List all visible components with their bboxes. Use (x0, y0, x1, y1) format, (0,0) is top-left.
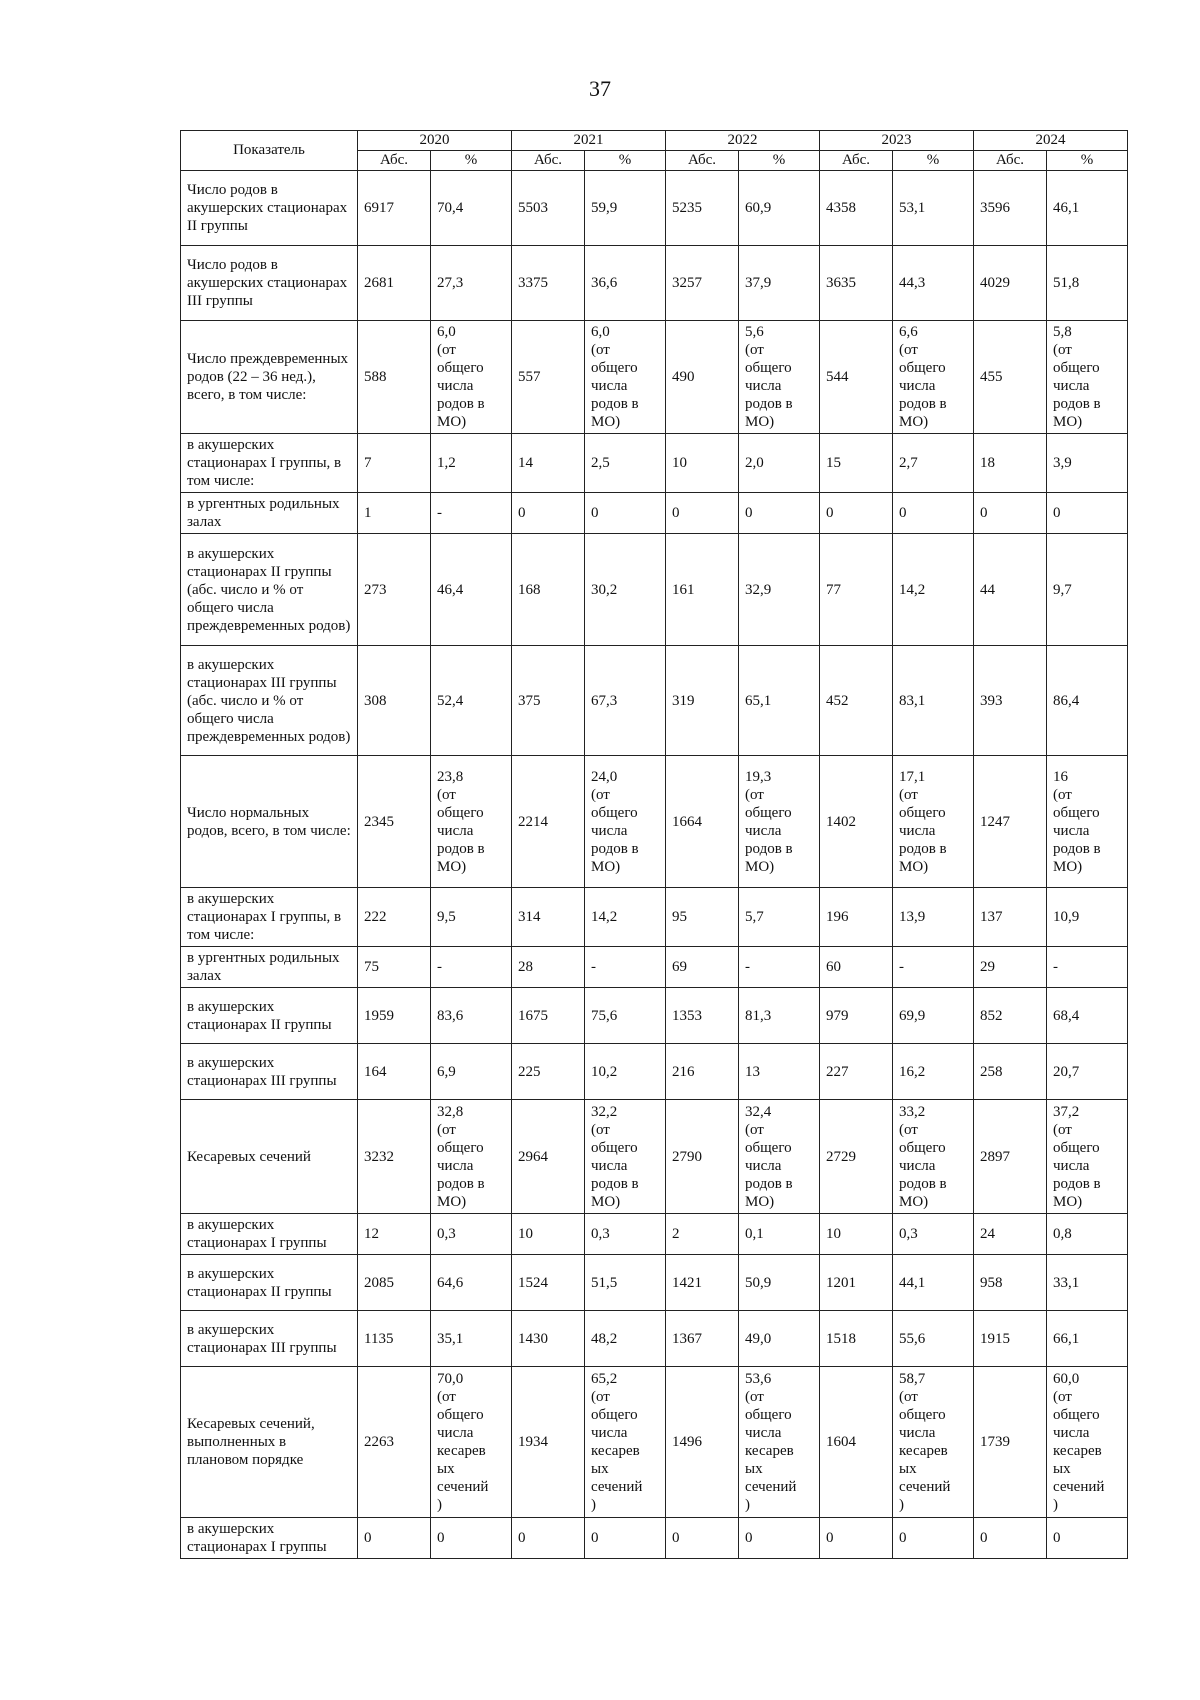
header-row-years (181, 131, 1128, 151)
cell-abs: 1664 (666, 756, 739, 888)
cell-pct: 33,2 (от общего числа родов в МО) (893, 1100, 974, 1214)
cell-abs: 1915 (974, 1311, 1047, 1367)
cell-abs: 544 (820, 321, 893, 434)
cell-abs: 1604 (820, 1367, 893, 1518)
header-year: 2022 (666, 131, 820, 151)
cell-abs: 137 (974, 888, 1047, 947)
cell-pct: 83,6 (431, 988, 512, 1044)
cell-pct: 68,4 (1047, 988, 1128, 1044)
cell-pct: 46,1 (1047, 171, 1128, 246)
table-row (181, 534, 1128, 646)
cell-pct: 66,1 (1047, 1311, 1128, 1367)
cell-pct: 24,0 (от общего числа родов в МО) (585, 756, 666, 888)
cell-pct: 44,1 (893, 1255, 974, 1311)
cell-abs: 0 (666, 493, 739, 534)
cell-pct: 0 (585, 493, 666, 534)
cell-abs: 557 (512, 321, 585, 434)
cell-pct: - (893, 947, 974, 988)
cell-pct: 5,6 (от общего числа родов в МО) (739, 321, 820, 434)
page-number: 37 (589, 76, 611, 101)
row-label: в акушерских стационарах I группы (181, 1518, 358, 1559)
cell-abs: 75 (358, 947, 431, 988)
cell-abs: 0 (512, 1518, 585, 1559)
cell-pct: 59,9 (585, 171, 666, 246)
cell-abs: 2085 (358, 1255, 431, 1311)
table-row (181, 1518, 1128, 1559)
row-label: Число нормальных родов, всего, в том числе: (181, 756, 358, 888)
header-year: 2024 (974, 131, 1128, 151)
cell-abs: 1 (358, 493, 431, 534)
cell-pct: 6,6 (от общего числа родов в МО) (893, 321, 974, 434)
cell-abs: 60 (820, 947, 893, 988)
table-row (181, 888, 1128, 947)
cell-pct: 48,2 (585, 1311, 666, 1367)
statistics-table (180, 130, 1128, 1559)
row-label: в акушерских стационарах III группы (181, 1044, 358, 1100)
table-row (181, 646, 1128, 756)
cell-pct: 2,0 (739, 434, 820, 493)
cell-pct: 32,4 (от общего числа родов в МО) (739, 1100, 820, 1214)
row-label: в ургентных родильных залах (181, 947, 358, 988)
cell-abs: 452 (820, 646, 893, 756)
row-label: в акушерских стационарах III группы (абс. число и % от общего числа преждевременных родов) (181, 646, 358, 756)
cell-abs: 1675 (512, 988, 585, 1044)
cell-abs: 196 (820, 888, 893, 947)
cell-abs: 273 (358, 534, 431, 646)
row-label: в акушерских стационарах II группы (181, 988, 358, 1044)
cell-abs: 1430 (512, 1311, 585, 1367)
cell-abs: 1402 (820, 756, 893, 888)
header-abs: Абс. (974, 151, 1047, 171)
cell-pct: 86,4 (1047, 646, 1128, 756)
cell-pct: 14,2 (585, 888, 666, 947)
cell-pct: 75,6 (585, 988, 666, 1044)
cell-abs: 1524 (512, 1255, 585, 1311)
cell-abs: 69 (666, 947, 739, 988)
cell-abs: 1934 (512, 1367, 585, 1518)
cell-pct: - (431, 493, 512, 534)
row-label: в ургентных родильных залах (181, 493, 358, 534)
cell-abs: 12 (358, 1214, 431, 1255)
cell-pct: 0 (1047, 493, 1128, 534)
cell-pct: 0,3 (585, 1214, 666, 1255)
cell-pct: 83,1 (893, 646, 974, 756)
cell-pct: 49,0 (739, 1311, 820, 1367)
cell-pct: 16 (от общего числа родов в МО) (1047, 756, 1128, 888)
table-row (181, 171, 1128, 246)
cell-abs: 14 (512, 434, 585, 493)
cell-pct: 16,2 (893, 1044, 974, 1100)
table-row (181, 321, 1128, 434)
cell-abs: 455 (974, 321, 1047, 434)
cell-abs: 161 (666, 534, 739, 646)
cell-abs: 490 (666, 321, 739, 434)
cell-pct: 0 (893, 1518, 974, 1559)
cell-abs: 10 (666, 434, 739, 493)
cell-pct: 37,2 (от общего числа родов в МО) (1047, 1100, 1128, 1214)
cell-pct: 32,8 (от общего числа родов в МО) (431, 1100, 512, 1214)
cell-pct: 70,0 (от общего числа кесарев ых сечений ) (431, 1367, 512, 1518)
cell-pct: 60,0 (от общего числа кесарев ых сечений ) (1047, 1367, 1128, 1518)
cell-pct: 0 (431, 1518, 512, 1559)
cell-pct: 53,1 (893, 171, 974, 246)
cell-pct: 17,1 (от общего числа родов в МО) (893, 756, 974, 888)
table-body (181, 171, 1128, 1559)
table-row (181, 1044, 1128, 1100)
cell-pct: 13,9 (893, 888, 974, 947)
cell-abs: 5503 (512, 171, 585, 246)
cell-pct: 55,6 (893, 1311, 974, 1367)
cell-abs: 5235 (666, 171, 739, 246)
cell-pct: 6,0 (от общего числа родов в МО) (585, 321, 666, 434)
header-abs: Абс. (666, 151, 739, 171)
cell-pct: 0 (893, 493, 974, 534)
cell-pct: 69,9 (893, 988, 974, 1044)
cell-pct: 1,2 (431, 434, 512, 493)
cell-pct: 60,9 (739, 171, 820, 246)
cell-pct: 0 (1047, 1518, 1128, 1559)
cell-abs: 2263 (358, 1367, 431, 1518)
cell-abs: 375 (512, 646, 585, 756)
cell-pct: 6,9 (431, 1044, 512, 1100)
cell-abs: 3257 (666, 246, 739, 321)
header-abs: Абс. (358, 151, 431, 171)
cell-pct: 0,3 (431, 1214, 512, 1255)
cell-pct: 2,7 (893, 434, 974, 493)
header-year: 2023 (820, 131, 974, 151)
cell-pct: 23,8 (от общего числа родов в МО) (431, 756, 512, 888)
cell-abs: 28 (512, 947, 585, 988)
cell-pct: 33,1 (1047, 1255, 1128, 1311)
cell-pct: 5,8 (от общего числа родов в МО) (1047, 321, 1128, 434)
cell-abs: 216 (666, 1044, 739, 1100)
cell-abs: 0 (820, 493, 893, 534)
cell-abs: 0 (512, 493, 585, 534)
cell-pct: 36,6 (585, 246, 666, 321)
cell-pct: 19,3 (от общего числа родов в МО) (739, 756, 820, 888)
cell-abs: 314 (512, 888, 585, 947)
row-label: Число родов в акушерских стационарах II группы (181, 171, 358, 246)
cell-pct: 5,7 (739, 888, 820, 947)
cell-abs: 225 (512, 1044, 585, 1100)
cell-abs: 319 (666, 646, 739, 756)
cell-abs: 258 (974, 1044, 1047, 1100)
cell-abs: 24 (974, 1214, 1047, 1255)
cell-abs: 222 (358, 888, 431, 947)
cell-pct: 6,0 (от общего числа родов в МО) (431, 321, 512, 434)
cell-abs: 2 (666, 1214, 739, 1255)
header-abs: Абс. (512, 151, 585, 171)
cell-abs: 1421 (666, 1255, 739, 1311)
row-label: в акушерских стационарах II группы (абс. число и % от общего числа преждевременных родов) (181, 534, 358, 646)
cell-abs: 95 (666, 888, 739, 947)
cell-abs: 0 (666, 1518, 739, 1559)
header-pct: % (739, 151, 820, 171)
cell-pct: 44,3 (893, 246, 974, 321)
cell-pct: 0,8 (1047, 1214, 1128, 1255)
cell-abs: 227 (820, 1044, 893, 1100)
cell-pct: 0 (585, 1518, 666, 1559)
table-row (181, 434, 1128, 493)
cell-abs: 393 (974, 646, 1047, 756)
cell-pct: 53,6 (от общего числа кесарев ых сечений ) (739, 1367, 820, 1518)
cell-pct: 20,7 (1047, 1044, 1128, 1100)
cell-abs: 958 (974, 1255, 1047, 1311)
cell-abs: 2790 (666, 1100, 739, 1214)
cell-abs: 2345 (358, 756, 431, 888)
row-label: в акушерских стационарах I группы, в том числе: (181, 434, 358, 493)
cell-abs: 2897 (974, 1100, 1047, 1214)
cell-pct: 35,1 (431, 1311, 512, 1367)
cell-pct: 46,4 (431, 534, 512, 646)
cell-abs: 77 (820, 534, 893, 646)
table-row (181, 1255, 1128, 1311)
cell-abs: 2214 (512, 756, 585, 888)
cell-pct: 50,9 (739, 1255, 820, 1311)
cell-abs: 0 (974, 1518, 1047, 1559)
cell-abs: 1353 (666, 988, 739, 1044)
cell-abs: 4358 (820, 171, 893, 246)
cell-pct: 51,8 (1047, 246, 1128, 321)
header-year: 2020 (358, 131, 512, 151)
cell-abs: 164 (358, 1044, 431, 1100)
cell-abs: 1367 (666, 1311, 739, 1367)
table-row (181, 1214, 1128, 1255)
cell-pct: 32,2 (от общего числа родов в МО) (585, 1100, 666, 1214)
cell-pct: 2,5 (585, 434, 666, 493)
row-label: в акушерских стационарах I группы (181, 1214, 358, 1255)
cell-abs: 588 (358, 321, 431, 434)
cell-abs: 1959 (358, 988, 431, 1044)
cell-abs: 0 (974, 493, 1047, 534)
cell-pct: 32,9 (739, 534, 820, 646)
header-pct: % (585, 151, 666, 171)
cell-abs: 1518 (820, 1311, 893, 1367)
header-abs: Абс. (820, 151, 893, 171)
cell-pct: 30,2 (585, 534, 666, 646)
row-label: Кесаревых сечений, выполненных в плановом порядке (181, 1367, 358, 1518)
cell-pct: 0,3 (893, 1214, 974, 1255)
cell-abs: 3232 (358, 1100, 431, 1214)
cell-abs: 4029 (974, 246, 1047, 321)
cell-pct: 9,5 (431, 888, 512, 947)
header-pct: % (431, 151, 512, 171)
cell-abs: 29 (974, 947, 1047, 988)
table-row (181, 1311, 1128, 1367)
table-row (181, 1100, 1128, 1214)
cell-abs: 44 (974, 534, 1047, 646)
cell-abs: 15 (820, 434, 893, 493)
table-row (181, 947, 1128, 988)
cell-abs: 10 (820, 1214, 893, 1255)
cell-pct: 67,3 (585, 646, 666, 756)
cell-pct: 37,9 (739, 246, 820, 321)
cell-pct: 10,2 (585, 1044, 666, 1100)
cell-abs: 3635 (820, 246, 893, 321)
cell-abs: 18 (974, 434, 1047, 493)
table-row (181, 1367, 1128, 1518)
cell-abs: 2729 (820, 1100, 893, 1214)
cell-abs: 0 (358, 1518, 431, 1559)
cell-pct: - (585, 947, 666, 988)
row-label: Число родов в акушерских стационарах III группы (181, 246, 358, 321)
cell-abs: 1247 (974, 756, 1047, 888)
cell-pct: 65,2 (от общего числа кесарев ых сечений ) (585, 1367, 666, 1518)
cell-abs: 2964 (512, 1100, 585, 1214)
cell-pct: 58,7 (от общего числа кесарев ых сечений ) (893, 1367, 974, 1518)
cell-pct: 52,4 (431, 646, 512, 756)
cell-pct: 51,5 (585, 1255, 666, 1311)
cell-abs: 2681 (358, 246, 431, 321)
cell-pct: 70,4 (431, 171, 512, 246)
cell-abs: 852 (974, 988, 1047, 1044)
header-year: 2021 (512, 131, 666, 151)
row-label: в акушерских стационарах III группы (181, 1311, 358, 1367)
cell-abs: 979 (820, 988, 893, 1044)
cell-pct: - (739, 947, 820, 988)
cell-pct: 27,3 (431, 246, 512, 321)
cell-pct: 81,3 (739, 988, 820, 1044)
cell-pct: 14,2 (893, 534, 974, 646)
header-pct: % (1047, 151, 1128, 171)
cell-abs: 0 (820, 1518, 893, 1559)
header-indicator: Показатель (181, 131, 358, 171)
cell-pct: 0,1 (739, 1214, 820, 1255)
table-row (181, 756, 1128, 888)
cell-pct: 13 (739, 1044, 820, 1100)
table-row (181, 246, 1128, 321)
cell-pct: 0 (739, 1518, 820, 1559)
cell-pct: 0 (739, 493, 820, 534)
cell-pct: 3,9 (1047, 434, 1128, 493)
cell-abs: 1496 (666, 1367, 739, 1518)
row-label: Кесаревых сечений (181, 1100, 358, 1214)
cell-abs: 168 (512, 534, 585, 646)
header-pct: % (893, 151, 974, 171)
cell-abs: 7 (358, 434, 431, 493)
cell-pct: - (1047, 947, 1128, 988)
table-row (181, 988, 1128, 1044)
cell-abs: 308 (358, 646, 431, 756)
cell-abs: 1739 (974, 1367, 1047, 1518)
cell-abs: 1135 (358, 1311, 431, 1367)
cell-abs: 3596 (974, 171, 1047, 246)
cell-abs: 6917 (358, 171, 431, 246)
cell-pct: 9,7 (1047, 534, 1128, 646)
cell-pct: 64,6 (431, 1255, 512, 1311)
cell-abs: 3375 (512, 246, 585, 321)
cell-pct: 10,9 (1047, 888, 1128, 947)
row-label: в акушерских стационарах I группы, в том числе: (181, 888, 358, 947)
row-label: Число преждевременных родов (22 – 36 нед.), всего, в том числе: (181, 321, 358, 434)
row-label: в акушерских стационарах II группы (181, 1255, 358, 1311)
cell-pct: 65,1 (739, 646, 820, 756)
cell-abs: 1201 (820, 1255, 893, 1311)
cell-abs: 10 (512, 1214, 585, 1255)
table-row (181, 493, 1128, 534)
cell-pct: - (431, 947, 512, 988)
